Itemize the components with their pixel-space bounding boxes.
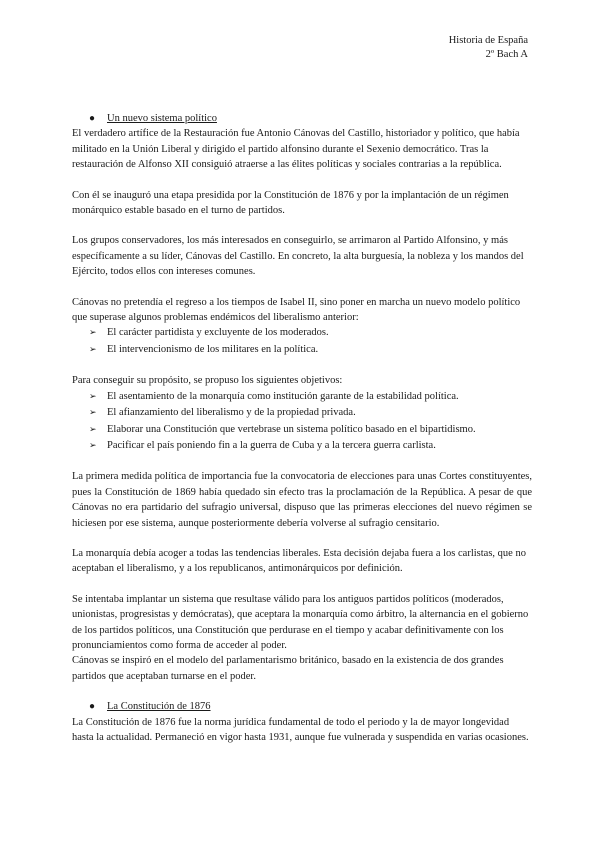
arrow-bullet-icon: ➢ xyxy=(89,391,97,402)
paragraph: La monarquía debía acoger a todas las tendencias liberales. Esta decisión dejaba fuera a los carlistas, que no aceptaban el liberalismo, y a los republicanos, antimonárquicos por definición. xyxy=(72,547,526,575)
paragraph: Cánovas se inspiró en el modelo del parlamentarismo británico, basado en la existencia de dos grandes partidos que aceptaban turnarse en el poder. xyxy=(72,655,504,682)
header-course: 2º Bach A xyxy=(485,49,528,60)
document-body xyxy=(72,111,532,760)
arrow-bullet-icon: ➢ xyxy=(89,344,97,355)
problems-list xyxy=(72,325,532,358)
arrow-bullet-icon: ➢ xyxy=(89,408,97,419)
paragraph: La primera medida política de importancia fue la convocatoria de elecciones para unas Cortes constituyentes, pues la Constitución de 1869 había quedado sin efecto tras la proclamación de la República. A pesar de que Cánovas no era partidario del sufragio universal, dispuso que las primeras elecciones del nuevo régimen se hiciesen por ese sistema, aunque posteriormente debería volverse al sufragio censitario. xyxy=(72,471,532,529)
list-item: ➢ El intervencionismo de los militares en la política. xyxy=(72,342,532,358)
section-title: La Constitución de 1876 xyxy=(107,701,211,713)
paragraph: Con él se inauguró una etapa presidida por la Constitución de 1876 y por la implantación de un régimen monárquico estable basado en el turno de partidos. xyxy=(72,189,509,217)
bullet-icon: ● xyxy=(89,113,96,124)
arrow-bullet-icon: ➢ xyxy=(89,424,97,435)
list-item: ➢ El afianzamiento del liberalismo y de la propiedad privada. xyxy=(72,405,532,421)
paragraph: Se intentaba implantar un sistema que resultase válido para los antiguos partidos políticos (moderados, unionistas, progresistas y demócratas), que aceptara la monarquía como árbitro, la alternancia en el gobierno de los partidos políticos, una Constitución que perdurase en el tiempo y acabar definitivamente con los pronunciamientos como forma de acceder al poder. xyxy=(72,593,529,651)
list-item: ➢ El asentamiento de la monarquía como institución garante de la estabilidad política. xyxy=(72,389,532,405)
arrow-bullet-icon: ➢ xyxy=(89,328,97,339)
bullet-icon: ● xyxy=(89,701,96,713)
arrow-bullet-icon: ➢ xyxy=(89,440,97,451)
header-subject: Historia de España xyxy=(448,35,528,46)
paragraph: Los grupos conservadores, los más interesados en conseguirlo, se arrimaron al Partido Alfonsino, y más específicamente a su líder, Cánovas del Castillo. En concreto, la alta burguesía, la nobleza y los mandos del Ejército, todos ellos con intereses comunes. xyxy=(72,235,524,278)
section-heading-nuevo-sistema xyxy=(72,111,532,126)
list-item: ➢ Pacificar el país poniendo fin a la guerra de Cuba y a la tercera guerra carlista. xyxy=(72,438,532,454)
objectives-list xyxy=(72,389,532,455)
page-header xyxy=(449,34,528,62)
paragraph: Para conseguir su propósito, se propuso los siguientes objetivos: xyxy=(72,375,343,387)
list-item: ➢ El carácter partidista y excluyente de los moderados. xyxy=(72,325,532,341)
section-heading-constitucion xyxy=(72,699,532,714)
section-title: Un nuevo sistema político xyxy=(107,113,217,124)
paragraph: La Constitución de 1876 fue la norma jurídica fundamental de todo el periodo y la de mayor longevidad hasta la actualidad. Permaneció en vigor hasta 1931, aunque fue vulnerada y suspendida en varias ocasiones. xyxy=(72,716,529,743)
paragraph: El verdadero artífice de la Restauración fue Antonio Cánovas del Castillo, historiador y político, que había militado en la Unión Liberal y dirigido el partido alfonsino durante el Sexenio democrático. Tras la restauración de Alfonso XII consiguió atraerse a las élites políticas y sociales contrarias a la república. xyxy=(72,128,520,171)
paragraph: Cánovas no pretendía el regreso a los tiempos de Isabel II, sino poner en marcha un nuevo modelo político que superase algunos problemas endémicos del liberalismo anterior: xyxy=(72,296,521,324)
list-item: ➢ Elaborar una Constitución que vertebrase un sistema político basado en el bipartidismo. xyxy=(72,422,532,438)
